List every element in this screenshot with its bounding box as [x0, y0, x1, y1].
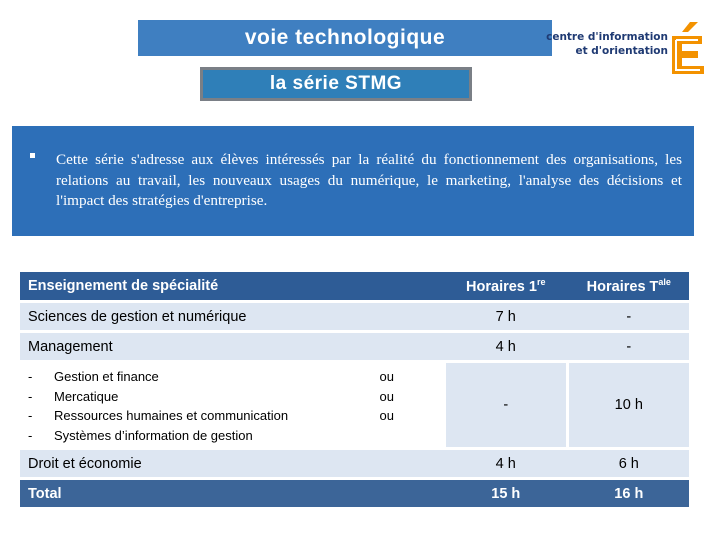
logo-e-icon	[668, 20, 708, 76]
connector: ou	[379, 408, 394, 423]
header-horaires-tale: Horaires $T^{ale}$	[569, 272, 689, 300]
table-row	[20, 450, 689, 477]
row-label: Management	[20, 333, 443, 360]
options-ht: 10 h	[569, 363, 689, 447]
table-row	[20, 303, 689, 330]
option-item: Gestion et finance	[54, 369, 159, 384]
logo-text: centre d'information et d'orientation	[546, 31, 668, 57]
table-row	[20, 333, 689, 360]
connector: ou	[379, 369, 394, 384]
bullet-icon	[30, 153, 35, 158]
row-h1: 7 h	[446, 303, 566, 330]
row-label: Sciences de gestion et numérique	[20, 303, 443, 330]
total-label: Total	[20, 480, 443, 507]
row-ht: 6 h	[569, 450, 689, 477]
row-h1: 4 h	[446, 450, 566, 477]
page-title: voie technologique	[138, 20, 552, 56]
connector: ou	[379, 388, 394, 404]
description-text: Cette série s'adresse aux élèves intéressés par la réalité du fonctionnement des organisations, les relations au travail, les nouveaux usages du numérique, le marketing, l'analyse des décisions et l'impact des stratégies d'entreprise.	[56, 151, 682, 209]
table-header-row	[20, 272, 689, 300]
option-item: Ressources humaines et communication	[54, 408, 289, 423]
page-subtitle: la série STMG	[200, 67, 472, 101]
description-panel	[12, 126, 694, 236]
total-h1: 15 h	[446, 480, 566, 507]
option-item: Mercatique	[54, 388, 119, 404]
cio-logo	[546, 14, 710, 74]
row-label: Droit et économie	[20, 450, 443, 477]
row-ht: -	[569, 303, 689, 330]
row-h1: 4 h	[446, 333, 566, 360]
total-row	[20, 480, 689, 507]
total-ht: 16 h	[569, 480, 689, 507]
option-item: Systèmes d’information de gestion	[54, 427, 253, 443]
row-ht: -	[569, 333, 689, 360]
options-h1: -	[446, 363, 566, 447]
header-horaires-1re: Horaires 1re	[446, 272, 566, 300]
schedule-table	[20, 269, 689, 510]
options-list: - - - - Gestion et finance Mercatique Ressources humaines et communication Systèmes d’information de gestion ou ou ou	[20, 363, 443, 447]
options-row	[20, 363, 689, 447]
header-specialite: Enseignement de spécialité	[20, 272, 443, 300]
